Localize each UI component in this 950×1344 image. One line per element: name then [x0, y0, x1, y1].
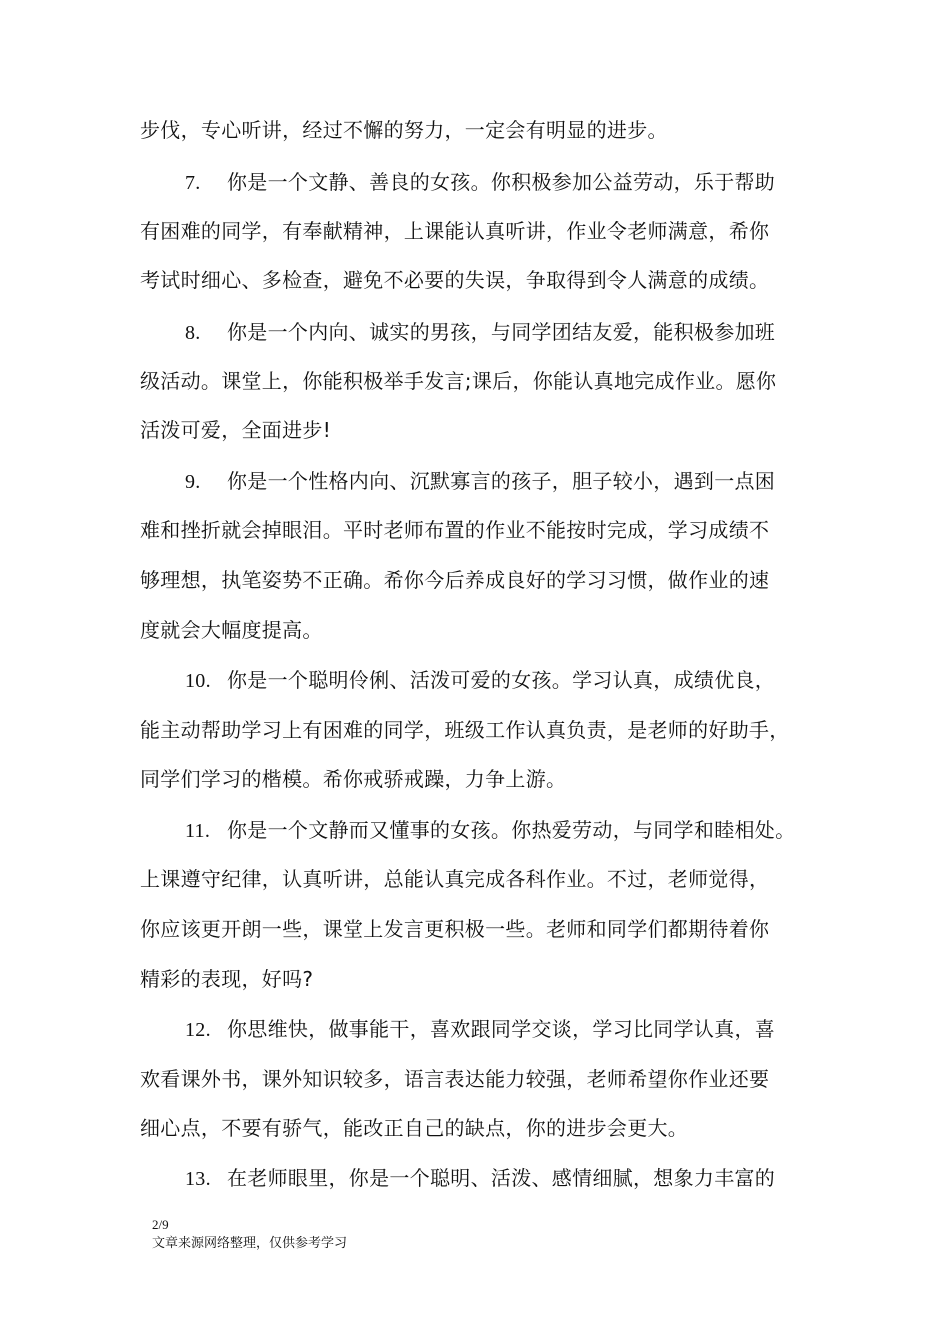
- text-line: 上课遵守纪律，认真听讲，总能认真完成各科作业。不过，老师觉得，: [140, 867, 770, 891]
- text-line: 你思维快，做事能干，喜欢跟同学交谈，学习比同学认真，喜: [227, 1017, 776, 1041]
- item-number: 12.: [185, 1019, 211, 1041]
- text-line: 你应该更开朗一些，课堂上发言更积极一些。老师和同学们都期待着你: [140, 917, 770, 941]
- text-line: 细心点，不要有骄气，能改正自己的缺点，你的进步会更大。: [140, 1116, 689, 1140]
- text-line: 你是一个内向、诚实的男孩，与同学团结友爱，能积极参加班: [227, 320, 776, 344]
- item-number: 11.: [185, 820, 211, 842]
- text-line: 级活动。课堂上，你能积极举手发言;课后，你能认真地完成作业。愿你: [140, 369, 777, 393]
- item-number: 8.: [185, 322, 201, 344]
- item-number: 9.: [185, 471, 201, 493]
- list-item-13-first-line: [185, 1166, 775, 1191]
- text-line: 活泼可爱，全面进步!: [140, 418, 332, 442]
- page-number: 2/9: [152, 1217, 169, 1232]
- text-line: 你是一个聪明伶俐、活泼可爱的女孩。学习认真，成绩优良，: [227, 668, 776, 692]
- text-line: 精彩的表现，好吗?: [140, 967, 314, 991]
- text-line: 欢看课外书，课外知识较多，语言表达能力较强，老师希望你作业还要: [140, 1067, 770, 1091]
- list-item-8-first-line: [185, 320, 775, 345]
- item-number: 10.: [185, 670, 211, 692]
- text-line: 你是一个文静、善良的女孩。你积极参加公益劳动，乐于帮助: [227, 170, 776, 194]
- list-item-10-first-line: [185, 668, 775, 693]
- text-line: 考试时细心、多检查，避免不必要的失误，争取得到令人满意的成绩。: [140, 268, 770, 292]
- text-line: 同学们学习的楷模。希你戒骄戒躁，力争上游。: [140, 767, 567, 791]
- footer-note: 文章来源网络整理，仅供参考学习: [152, 1236, 348, 1251]
- text-line: 步伐，专心听讲，经过不懈的努力，一定会有明显的进步。: [140, 118, 668, 142]
- item-number: 7.: [185, 172, 201, 194]
- item-number: 13.: [185, 1168, 211, 1190]
- list-item-7-first-line: [185, 170, 775, 195]
- text-line: 够理想，执笔姿势不正确。希你今后养成良好的学习习惯，做作业的速: [140, 568, 770, 592]
- list-item-12-first-line: [185, 1017, 775, 1042]
- text-line: 你是一个性格内向、沉默寡言的孩子，胆子较小，遇到一点困: [227, 469, 776, 493]
- text-line: 你是一个文静而又懂事的女孩。你热爱劳动，与同学和睦相处。: [227, 818, 796, 842]
- text-line: 度就会大幅度提高。: [140, 618, 323, 642]
- list-item-11-first-line: [185, 818, 795, 843]
- text-line: 难和挫折就会掉眼泪。平时老师布置的作业不能按时完成，学习成绩不: [140, 518, 770, 542]
- text-line: 有困难的同学，有奉献精神，上课能认真听讲，作业令老师满意，希你: [140, 219, 770, 243]
- list-item-9-first-line: [185, 469, 775, 494]
- text-line: 能主动帮助学习上有困难的同学，班级工作认真负责，是老师的好助手，: [140, 718, 790, 742]
- text-line: 在老师眼里，你是一个聪明、活泼、感情细腻，想象力丰富的: [227, 1166, 776, 1190]
